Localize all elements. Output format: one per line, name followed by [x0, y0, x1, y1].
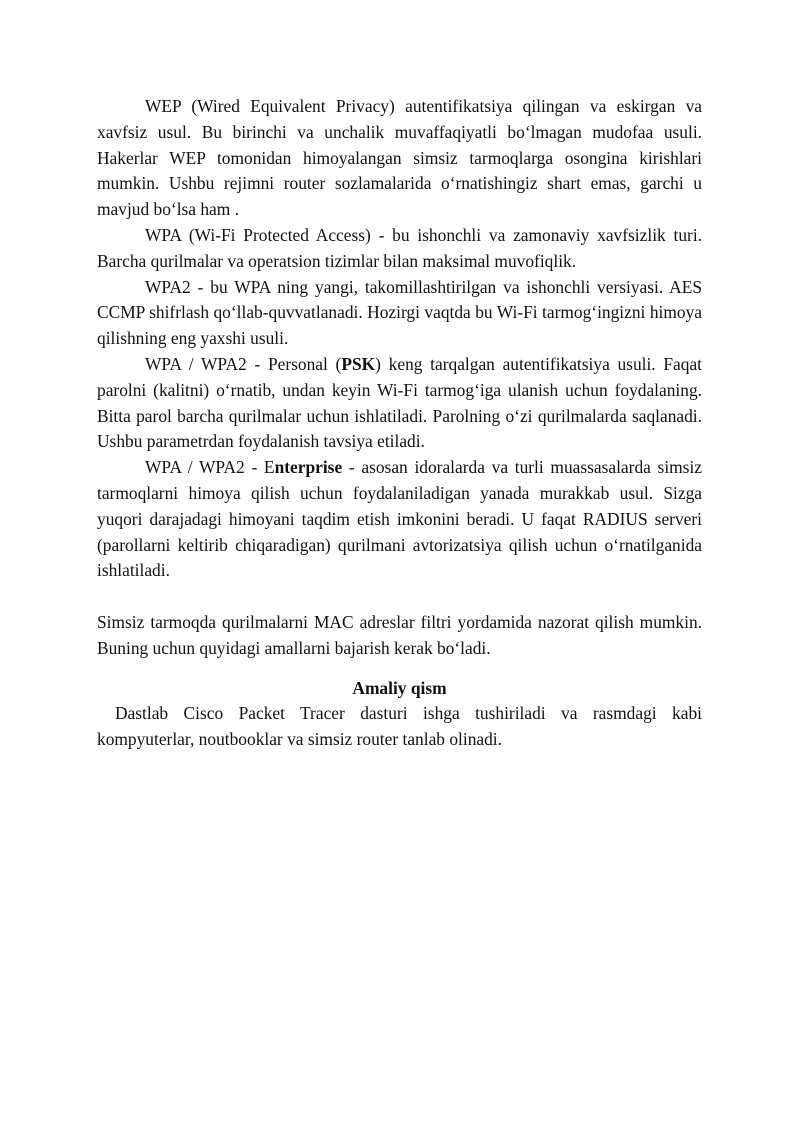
paragraph-wep: WEP (Wired Equivalent Privacy) autentifikatsiya qilingan va eskirgan va xavfsiz usul. Bu birinchi va unchalik muvaffaqiyatli bo‘lmagan mudofaa usuli. Hakerlar WEP tomonidan himoyalangan simsiz tarmoqlarga osongina kirishlari mumkin. Ushbu rejimni router sozlamalarida o‘rnatishingiz shart emas, garchi u mavjud bo‘lsa ham . — [97, 96, 702, 220]
personal-text-after: ) keng tarqalgan autentifikatsiya usuli. Faqat parolni (kalitni) o‘rnatib, undan keyin Wi-Fi tarmog‘iga ulanish uchun foydalaning. Bitta parol barcha qurilmalar uchun ishlatiladi. Parolning o‘zi qurilmalarda saqlanadi. Ushbu parametrdan foydalanish tavsiya etiladi. — [97, 353, 702, 452]
personal-bold-term: PSK — [341, 353, 376, 374]
paragraph-wpa: WPA (Wi-Fi Protected Access) - bu ishonchli va zamonaviy xavfsizlik turi. Barcha qurilmalar va operatsion tizimlar bilan maksimal muvofiqlik. — [97, 224, 702, 271]
paragraph-wpa-personal — [97, 352, 702, 455]
personal-text-before: WPA / WPA2 - Personal ( — [145, 353, 342, 374]
paragraph-practical-intro: Dastlab Cisco Packet Tracer dasturi ishga tushiriladi va rasmdagi kabi kompyuterlar, noutbooklar va simsiz router tanlab olinadi. — [97, 703, 702, 750]
paragraph-mac-filter: Simsiz tarmoqda qurilmalarni MAC adreslar filtri yordamida nazorat qilish mumkin. Buning uchun quyidagi amallarni bajarish kerak bo‘ladi. — [97, 611, 702, 658]
blank-line — [97, 584, 702, 610]
enterprise-text-before: WPA / WPA2 - E — [145, 457, 275, 478]
enterprise-bold-term: nterprise — [274, 457, 343, 478]
paragraph-wpa-enterprise — [97, 455, 702, 584]
paragraph-wpa2: WPA2 - bu WPA ning yangi, takomillashtirilgan va ishonchli versiyasi. AES CCMP shifrlash qo‘llab-quvvatlanadi. Hozirgi vaqtda bu Wi-Fi tarmog‘ingizni himoya qilishning eng yaxshi usuli. — [97, 276, 702, 349]
document-page — [97, 94, 702, 753]
enterprise-text-after: - asosan idoralarda va turli muassasalarda simsiz tarmoqlarni himoya qilish uchun foydalaniladigan yanada murakkab usul. Sizga yuqori darajadagi himoyani taqdim etish imkonini beradi. U faqat RADIUS serveri (parollarni keltirib chiqaradigan) qurilmani avtorizatsiya qilish uchun o‘rnatilganida ishlatiladi. — [97, 457, 702, 581]
section-heading: Amaliy qism — [352, 677, 447, 698]
